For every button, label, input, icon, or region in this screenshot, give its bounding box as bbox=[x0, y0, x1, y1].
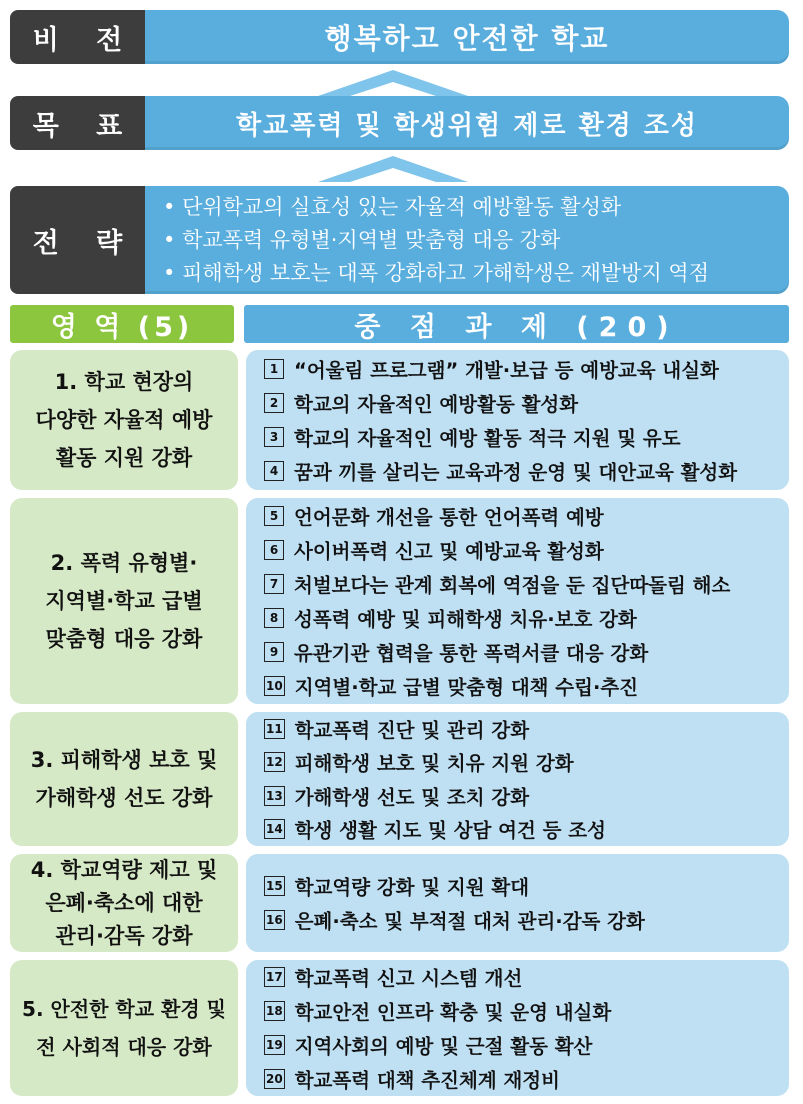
upward-chevron-1 bbox=[318, 70, 468, 96]
task-item bbox=[264, 994, 789, 1028]
task-number-badge: 6 bbox=[264, 540, 284, 560]
task-item bbox=[264, 669, 789, 703]
task-number-badge: 14 bbox=[264, 819, 285, 839]
task-text: 성폭력 예방 및 피해학생 치유·보호 강화 bbox=[294, 608, 637, 631]
task-text: 학교폭력 신고 시스템 개선 bbox=[294, 967, 523, 990]
area-5-tasks bbox=[246, 960, 789, 1096]
task-number-badge: 7 bbox=[264, 574, 284, 594]
task-item bbox=[264, 869, 789, 903]
strategy-list bbox=[145, 186, 789, 294]
vision-text: 행복하고 안전한 학교 bbox=[145, 10, 789, 64]
task-number-badge: 20 bbox=[264, 1069, 285, 1089]
task-item bbox=[264, 635, 789, 669]
task-number-badge: 10 bbox=[264, 676, 285, 696]
task-text: 처벌보다는 관계 회복에 역점을 둔 집단따돌림 해소 bbox=[294, 574, 731, 597]
task-text: 학교의 자율적인 예방 활동 적극 지원 및 유도 bbox=[294, 427, 681, 450]
task-text: 학생 생활 지도 및 상담 여건 등 조성 bbox=[294, 819, 606, 843]
task-number-badge: 8 bbox=[264, 608, 284, 628]
task-text: 지역별·학교 급별 맞춤형 대책 수립·추진 bbox=[294, 676, 639, 699]
task-item bbox=[264, 903, 789, 937]
goal-text: 학교폭력 및 학생위험 제로 환경 조성 bbox=[145, 96, 789, 150]
area-1-title: 1. 학교 현장의 다양한 자율적 예방 활동 지원 강화 bbox=[10, 350, 238, 490]
task-text: 피해학생 보호 및 치유 지원 강화 bbox=[294, 752, 574, 776]
task-text: 학교안전 인프라 확충 및 운영 내실화 bbox=[294, 1001, 612, 1024]
area-1-tasks bbox=[246, 350, 789, 490]
task-item bbox=[264, 712, 789, 746]
task-number-badge: 16 bbox=[264, 910, 285, 930]
task-item bbox=[264, 1028, 789, 1062]
strategy-label: 전 략 bbox=[10, 186, 145, 294]
area-3-tasks bbox=[246, 712, 789, 846]
task-number-badge: 4 bbox=[264, 461, 284, 481]
task-item bbox=[264, 960, 789, 994]
task-text: 학교의 자율적인 예방활동 활성화 bbox=[294, 393, 579, 416]
task-text: 학교폭력 대책 추진체계 재정비 bbox=[294, 1069, 560, 1092]
task-text: 지역사회의 예방 및 근절 활동 확산 bbox=[294, 1035, 593, 1058]
area-4-title: 4. 학교역량 제고 및 은폐·축소에 대한 관리·감독 강화 bbox=[10, 854, 238, 952]
strategy-item: • 학교폭력 유형별·지역별 맞춤형 대응 강화 bbox=[163, 224, 560, 257]
task-item bbox=[264, 386, 789, 420]
task-number-badge: 3 bbox=[264, 427, 284, 447]
task-number-badge: 19 bbox=[264, 1035, 285, 1055]
task-text: 유관기관 협력을 통한 폭력서클 대응 강화 bbox=[294, 642, 649, 665]
areas-header: 영 역 (5) bbox=[10, 305, 234, 343]
upward-chevron-2 bbox=[318, 156, 468, 182]
task-item bbox=[264, 601, 789, 635]
strategy-item: • 피해학생 보호는 대폭 강화하고 가해학생은 재발방지 역점 bbox=[163, 257, 709, 290]
task-item bbox=[264, 746, 789, 780]
task-number-badge: 5 bbox=[264, 506, 284, 526]
area-3-title: 3. 피해학생 보호 및 가해학생 선도 강화 bbox=[10, 712, 238, 846]
task-number-badge: 11 bbox=[264, 719, 285, 739]
area-2-tasks bbox=[246, 498, 789, 704]
task-number-badge: 18 bbox=[264, 1001, 285, 1021]
task-number-badge: 17 bbox=[264, 967, 285, 987]
strategy-item: • 단위학교의 실효성 있는 자율적 예방활동 활성화 bbox=[163, 191, 621, 224]
task-item bbox=[264, 779, 789, 813]
task-number-badge: 13 bbox=[264, 786, 285, 806]
area-5-title: 5. 안전한 학교 환경 및 전 사회적 대응 강화 bbox=[10, 960, 238, 1096]
vision-label: 비 전 bbox=[10, 10, 145, 64]
task-text: 사이버폭력 신고 및 예방교육 활성화 bbox=[294, 540, 604, 563]
task-text: 언어문화 개선을 통한 언어폭력 예방 bbox=[294, 506, 604, 529]
task-text: 학교역량 강화 및 지원 확대 bbox=[294, 876, 530, 899]
task-number-badge: 9 bbox=[264, 642, 284, 662]
task-text: 학교폭력 진단 및 관리 강화 bbox=[294, 718, 530, 742]
task-text: 가해학생 선도 및 조치 강화 bbox=[294, 785, 530, 809]
area-2-title: 2. 폭력 유형별· 지역별·학교 급별 맞춤형 대응 강화 bbox=[10, 498, 238, 704]
task-text: “어울림 프로그램” 개발·보급 등 예방교육 내실화 bbox=[294, 359, 719, 382]
task-number-badge: 2 bbox=[264, 393, 284, 413]
tasks-header: 중 점 과 제 (20) bbox=[244, 305, 789, 343]
task-item bbox=[264, 1062, 789, 1096]
task-item bbox=[264, 533, 789, 567]
area-4-tasks bbox=[246, 854, 789, 952]
task-number-badge: 15 bbox=[264, 876, 285, 896]
task-item bbox=[264, 454, 789, 488]
task-item bbox=[264, 499, 789, 533]
goal-label: 목 표 bbox=[10, 96, 145, 150]
task-text: 은폐·축소 및 부적절 대처 관리·감독 강화 bbox=[294, 910, 645, 933]
task-item bbox=[264, 567, 789, 601]
task-number-badge: 1 bbox=[264, 359, 284, 379]
task-text: 꿈과 끼를 살리는 교육과정 운영 및 대안교육 활성화 bbox=[294, 461, 738, 484]
task-number-badge: 12 bbox=[264, 752, 285, 772]
task-item bbox=[264, 813, 789, 847]
task-item bbox=[264, 352, 789, 386]
task-item bbox=[264, 420, 789, 454]
